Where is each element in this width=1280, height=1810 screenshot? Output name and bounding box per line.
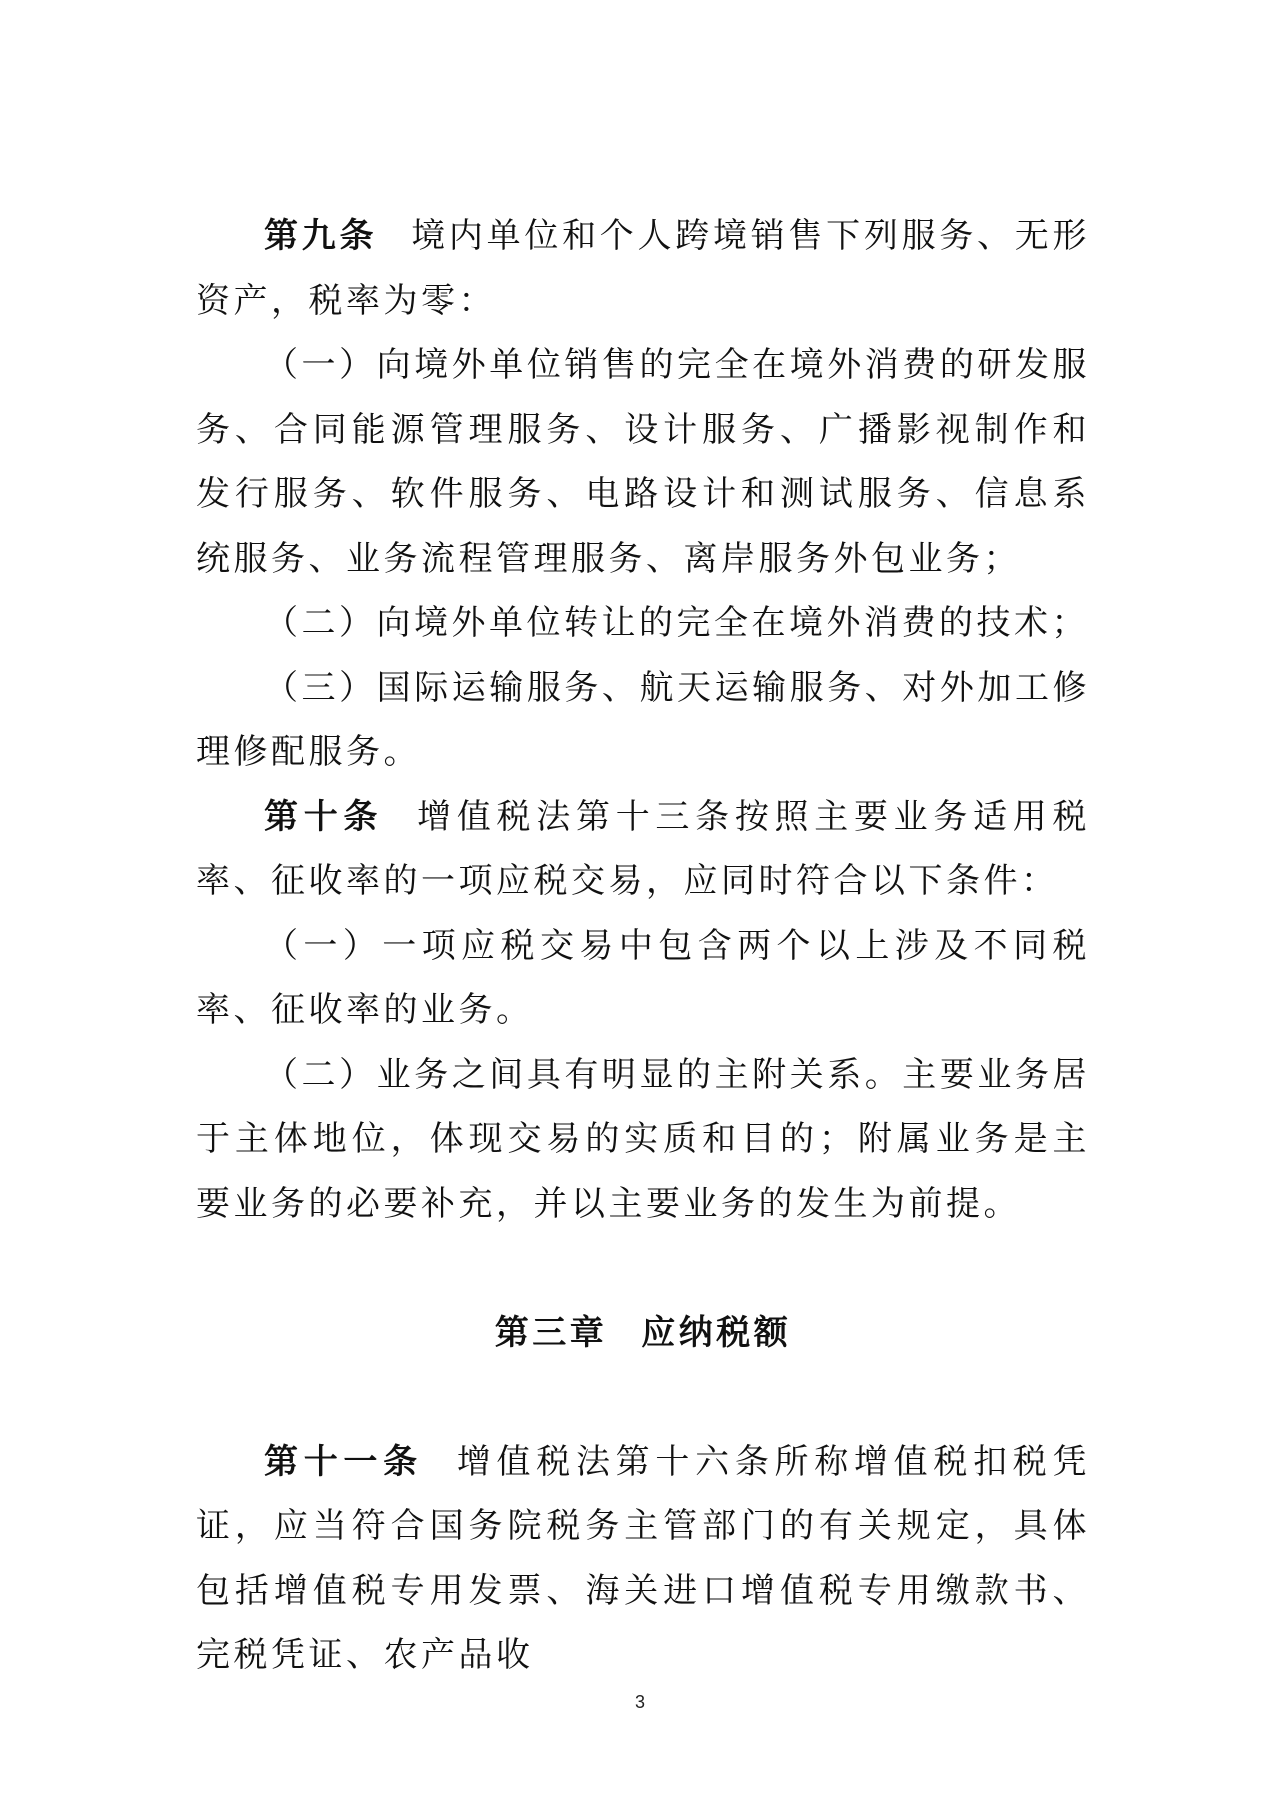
- article-11-label: 第十一条: [264, 1441, 423, 1482]
- article-10-text: 增值税法第十三条按照主要业务适用税率、征收率的一项应税交易，应同时符合以下条件：: [196, 796, 1091, 901]
- chapter-spacer-bottom: [196, 1365, 1090, 1430]
- article-9-item-3: （三）国际运输服务、航天运输服务、对外加工修理修配服务。: [196, 667, 1090, 772]
- article-10-label: 第十条: [264, 796, 384, 837]
- chapter-heading: [196, 1301, 1090, 1366]
- article-9-label: 第九条: [264, 216, 378, 256]
- article-9-text: 境内单位和个人跨境销售下列服务、无形资产，税率为零：: [196, 216, 1091, 321]
- document-body: [196, 204, 1090, 1688]
- article-9-item-1: （一）向境外单位销售的完全在境外消费的研发服务、合同能源管理服务、设计服务、广播影视制作和发行服务、软件服务、电路设计和测试服务、信息系统服务、业务流程管理服务、离岸服务外包业务；: [196, 345, 1090, 579]
- article-9-intro: [196, 204, 1090, 333]
- page-number: 3: [634, 1692, 645, 1712]
- article-10-intro: [196, 785, 1090, 914]
- chapter-title: 应纳税额: [641, 1312, 792, 1353]
- article-9-item-2: （二）向境外单位转让的完全在境外消费的技术；: [264, 603, 1089, 643]
- article-11-intro: [196, 1430, 1090, 1688]
- chapter-number: 第三章: [494, 1312, 608, 1353]
- article-10-item-1: （一）一项应税交易中包含两个以上涉及不同税率、征收率的业务。: [196, 925, 1090, 1030]
- chapter-spacer-top: [196, 1236, 1090, 1301]
- article-10-item-2: （二）业务之间具有明显的主附关系。主要业务居于主体地位，体现交易的实质和目的；附属业务是主要业务的必要补充，并以主要业务的发生为前提。: [196, 1054, 1090, 1224]
- article-11-text: 增值税法第十六条所称增值税扣税凭证，应当符合国务院税务主管部门的有关规定，具体包括增值税专用发票、海关进口增值税专用缴款书、完税凭证、农产品收: [196, 1441, 1091, 1675]
